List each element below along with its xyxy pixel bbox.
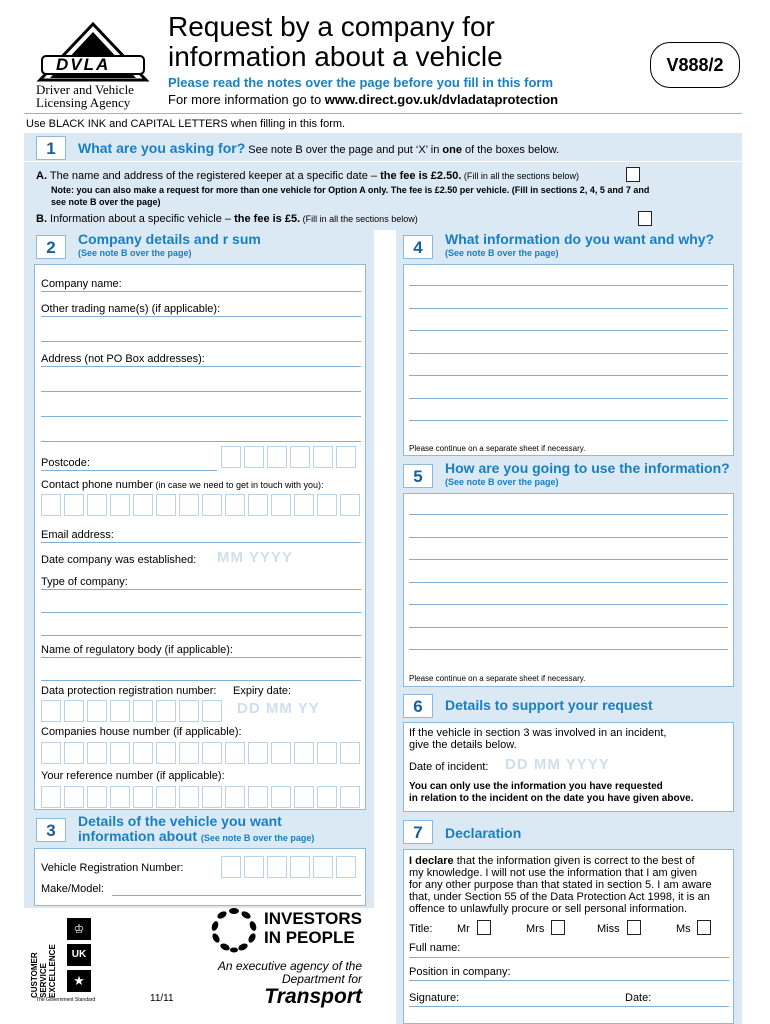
option-a-checkbox[interactable]: [626, 167, 640, 182]
char-box[interactable]: [244, 856, 264, 878]
char-box[interactable]: [248, 786, 268, 808]
position-label: Position in company:: [409, 966, 511, 978]
make-model-field[interactable]: [112, 895, 361, 896]
title-line-2: information about a vehicle: [168, 41, 503, 72]
option-b-prefix: B.: [36, 213, 47, 225]
date-label: Date:: [625, 992, 652, 1004]
section5-continue: Please continue on a separate sheet if necessary.: [409, 674, 586, 683]
char-box[interactable]: [41, 494, 61, 516]
section2-number: 2: [36, 235, 66, 259]
cse-line-2: SERVICE: [39, 963, 48, 998]
exec-line-2: Department for: [281, 972, 362, 986]
section1-note: See note B over the page and put ‘X’ in: [245, 144, 443, 156]
section7-number: 7: [403, 820, 433, 844]
char-box[interactable]: [87, 786, 107, 808]
logo-text: DVLA: [56, 55, 111, 74]
option-a-text: The name and address of the registered keeper at a specific date –: [47, 170, 381, 182]
char-box[interactable]: [267, 446, 287, 468]
char-box[interactable]: [41, 742, 61, 764]
section6-number: 6: [403, 694, 433, 718]
subtitle: Please read the notes over the page before you fill in this form: [168, 75, 554, 90]
char-box[interactable]: [87, 700, 107, 722]
text-line[interactable]: [409, 627, 728, 628]
char-box[interactable]: [248, 494, 268, 516]
text-line[interactable]: [409, 353, 728, 354]
section1-title: What are you asking for?: [78, 140, 246, 156]
declaration-line-2: my knowledge. I will not use the information that I am given: [409, 867, 697, 879]
option-a: [36, 170, 579, 182]
char-box[interactable]: [271, 742, 291, 764]
char-box[interactable]: [221, 856, 241, 878]
option-a-fill: (Fill in all the sections below): [461, 171, 579, 181]
type-label: Type of company:: [41, 576, 128, 588]
char-box[interactable]: [248, 742, 268, 764]
declaration-line-3: for any other purpose than that stated in section 5. I am aware: [409, 879, 712, 891]
section1-divider: [24, 161, 742, 162]
section6-warning: [409, 781, 694, 805]
regulatory-field-2[interactable]: [41, 680, 361, 681]
dp-registration-label: Data protection registration number:: [41, 685, 217, 697]
option-a-prefix: A.: [36, 170, 47, 182]
contact-phone-note: (in case we need to get in touch with you):: [152, 480, 324, 490]
agency-line-2: Licensing Agency: [36, 95, 131, 110]
char-box[interactable]: [290, 856, 310, 878]
text-line[interactable]: [409, 398, 728, 399]
text-line[interactable]: [409, 514, 728, 515]
section3-title: [78, 814, 314, 846]
email-label: Email address:: [41, 529, 114, 541]
transport-wordmark: Transport: [264, 985, 362, 1008]
cse-line-1: CUSTOMER: [30, 952, 39, 998]
section6-text: [409, 727, 666, 751]
full-name-field[interactable]: [409, 957, 729, 958]
char-box[interactable]: [336, 446, 356, 468]
regulatory-field-1[interactable]: [41, 657, 361, 658]
section4-number: 4: [403, 235, 433, 259]
other-trading-field[interactable]: [41, 316, 361, 317]
char-box[interactable]: [64, 494, 84, 516]
char-box[interactable]: [41, 700, 61, 722]
text-line[interactable]: [409, 308, 728, 309]
text-line[interactable]: [409, 375, 728, 376]
section4-note: (See note B over the page): [445, 248, 559, 258]
char-box[interactable]: [294, 494, 314, 516]
agency-name: [36, 83, 134, 109]
option-a-fee: the fee is £2.50.: [380, 170, 462, 182]
char-box[interactable]: [313, 856, 333, 878]
char-box[interactable]: [133, 742, 153, 764]
char-box[interactable]: [110, 700, 130, 722]
section7-title: Declaration: [445, 825, 522, 841]
text-line[interactable]: [409, 604, 728, 605]
address-line-4[interactable]: [41, 441, 361, 442]
char-box[interactable]: [179, 700, 199, 722]
text-line[interactable]: [409, 582, 728, 583]
header-rule: [24, 113, 742, 114]
declaration-bold: I declare: [409, 855, 454, 867]
full-name-label: Full name:: [409, 942, 461, 954]
contact-phone-label: [41, 479, 324, 491]
char-box[interactable]: [110, 494, 130, 516]
executive-agency-text: [200, 960, 362, 1008]
date-established-mask[interactable]: MM YYYY: [217, 549, 293, 566]
section3-title-line-1: Details of the vehicle you want: [78, 813, 282, 829]
version-number: 11/11: [150, 993, 174, 1004]
char-box[interactable]: [64, 786, 84, 808]
char-box[interactable]: [64, 700, 84, 722]
char-box[interactable]: [179, 494, 199, 516]
title-line-1: Request by a company for: [168, 11, 495, 42]
address-label: Address (not PO Box addresses):: [41, 353, 205, 365]
other-trading-label: Other trading name(s) (if applicable):: [41, 303, 221, 315]
section6-warning-line-1: You can only use the information you have requested: [409, 781, 663, 792]
mr-checkbox[interactable]: [477, 920, 491, 935]
char-box[interactable]: [294, 742, 314, 764]
dvla-logo: [34, 22, 152, 82]
mr-label: Mr: [457, 923, 470, 935]
char-box[interactable]: [156, 700, 176, 722]
customer-service-excellence-logo: [30, 918, 100, 1008]
option-b-text: Information about a specific vehicle –: [47, 213, 235, 225]
crown-icon: ♔: [67, 918, 91, 940]
company-name-field[interactable]: [41, 291, 361, 292]
char-box[interactable]: [110, 742, 130, 764]
section3-note: (See note B over the page): [200, 833, 315, 843]
char-box[interactable]: [340, 494, 360, 516]
option-b-fee: the fee is £5.: [234, 213, 301, 225]
section6-text-line-2: give the details below.: [409, 739, 517, 751]
exec-line-1: An executive agency of the: [217, 959, 362, 973]
char-box[interactable]: [156, 786, 176, 808]
signature-label: Signature:: [409, 992, 460, 1004]
declaration-line-5: offence to unlawfully procure or sell personal information.: [409, 903, 688, 915]
contact-phone-text: Contact phone number: [41, 479, 153, 491]
option-a-note-line-2: see note B over the page): [51, 197, 161, 207]
section6-text-line-1: If the vehicle in section 3 was involved in an incident,: [409, 727, 667, 739]
agency-line-1: Driver and Vehicle: [36, 82, 134, 97]
text-line[interactable]: [409, 559, 728, 560]
address-line-1[interactable]: [41, 366, 361, 367]
text-line[interactable]: [409, 330, 728, 331]
section4-title: What information do you want and why?: [445, 231, 715, 247]
char-box[interactable]: [271, 494, 291, 516]
char-box[interactable]: [202, 700, 222, 722]
text-line[interactable]: [409, 420, 728, 421]
type-field-3[interactable]: [41, 635, 361, 636]
char-box[interactable]: [179, 786, 199, 808]
section2-note: (See note B over the page): [78, 248, 192, 258]
char-box[interactable]: [244, 446, 264, 468]
char-box[interactable]: [87, 494, 107, 516]
vrn-label: Vehicle Registration Number:: [41, 862, 184, 874]
type-field-2[interactable]: [41, 612, 361, 613]
address-line-2[interactable]: [41, 391, 361, 392]
gov-standard: The Government Standard: [36, 997, 96, 1003]
regulatory-label: Name of regulatory body (if applicable):: [41, 644, 233, 656]
cse-line-3: EXCELLENCE: [48, 944, 57, 998]
char-box[interactable]: [340, 742, 360, 764]
expiry-label: Expiry date:: [233, 685, 292, 697]
iip-line-2: IN PEOPLE: [264, 928, 355, 947]
char-box[interactable]: [202, 742, 222, 764]
star-icon: ★: [67, 970, 91, 992]
make-model-label: Make/Model:: [41, 883, 104, 895]
section1-note-end: of the boxes below.: [461, 144, 560, 156]
section4-continue: Please continue on a separate sheet if necessary.: [409, 444, 586, 453]
ms-label: Ms: [676, 923, 691, 935]
char-box[interactable]: [317, 786, 337, 808]
section5-title: How are you going to use the information?: [445, 460, 730, 476]
ms-checkbox[interactable]: [697, 920, 711, 935]
miss-label: Miss: [597, 923, 620, 935]
iip-line-1: INVESTORS: [264, 909, 362, 928]
char-box[interactable]: [225, 786, 245, 808]
title-label: Title:: [409, 923, 433, 935]
char-box[interactable]: [290, 446, 310, 468]
char-box[interactable]: [133, 494, 153, 516]
text-line[interactable]: [409, 537, 728, 538]
page-title: [168, 12, 503, 72]
char-box[interactable]: [202, 786, 222, 808]
char-box[interactable]: [179, 742, 199, 764]
char-box[interactable]: [202, 494, 222, 516]
declaration-line-4: that, under Section 55 of the Data Protection Act 1998, it is an: [409, 891, 710, 903]
incident-date-label: Date of incident:: [409, 761, 489, 773]
email-field[interactable]: [41, 542, 361, 543]
section4-form-area: [403, 264, 734, 456]
mrs-checkbox[interactable]: [551, 920, 565, 935]
char-box[interactable]: [294, 786, 314, 808]
option-b-fill: (Fill in all the sections below): [300, 214, 418, 224]
form-code-badge: V888/2: [650, 42, 740, 88]
char-box[interactable]: [41, 786, 61, 808]
char-box[interactable]: [313, 446, 333, 468]
char-box[interactable]: [133, 700, 153, 722]
char-box[interactable]: [110, 786, 130, 808]
section5-note: (See note B over the page): [445, 477, 559, 487]
section2-title: Company details and r sum: [78, 231, 261, 247]
char-box[interactable]: [221, 446, 241, 468]
section6-warning-line-2: in relation to the incident on the date you have given above.: [409, 793, 694, 804]
char-box[interactable]: [156, 494, 176, 516]
char-box[interactable]: [225, 494, 245, 516]
section1-number: 1: [36, 136, 66, 160]
company-name-label: Company name:: [41, 278, 122, 290]
your-reference-label: Your reference number (if applicable):: [41, 770, 225, 782]
char-box[interactable]: [225, 742, 245, 764]
position-field[interactable]: [409, 980, 729, 981]
uk-badge: UK: [67, 944, 91, 966]
char-box[interactable]: [317, 494, 337, 516]
more-info-link[interactable]: www.direct.gov.uk/dvladataprotection: [324, 92, 559, 107]
section3-title-line-2: information about: [78, 828, 197, 844]
expiry-date-mask[interactable]: DD MM YY: [237, 700, 320, 717]
char-box[interactable]: [336, 856, 356, 878]
companies-house-label: Companies house number (if applicable):: [41, 726, 242, 738]
option-b: [36, 213, 418, 225]
char-box[interactable]: [267, 856, 287, 878]
address-line-3[interactable]: [41, 416, 361, 417]
incident-date-mask[interactable]: DD MM YYYY: [505, 756, 610, 773]
postcode-underline: [41, 470, 217, 471]
option-b-checkbox[interactable]: [638, 211, 652, 226]
declaration-line-1: that the information given is correct to the best of: [453, 855, 695, 867]
more-info: [168, 92, 558, 107]
investors-in-people-logo: [208, 905, 368, 955]
char-box[interactable]: [87, 742, 107, 764]
text-line[interactable]: [409, 285, 728, 286]
mrs-label: Mrs: [526, 923, 545, 935]
section3-number: 3: [36, 818, 66, 842]
char-box[interactable]: [317, 742, 337, 764]
option-a-note-line-1: Note: you can also make a request for more than one vehicle for Option A only. The fee is £2.50 per vehicle. (Fill in sections 2, 4, 5 and 7 and: [51, 185, 650, 195]
char-box[interactable]: [133, 786, 153, 808]
postcode-label: Postcode:: [41, 457, 90, 469]
section1-note-bold: one: [442, 144, 462, 156]
other-trading-field-2[interactable]: [41, 341, 361, 342]
section1-heading: [78, 140, 559, 158]
more-info-prefix: For more information go to: [168, 92, 325, 107]
signature-field[interactable]: [409, 1006, 729, 1007]
option-a-note: [51, 184, 649, 208]
section6-title: Details to support your request: [445, 697, 653, 713]
char-box[interactable]: [340, 786, 360, 808]
declaration-text: [409, 855, 712, 915]
text-line[interactable]: [409, 649, 728, 650]
miss-checkbox[interactable]: [627, 920, 641, 935]
laurel-icon: [208, 905, 260, 953]
instruction: Use BLACK INK and CAPITAL LETTERS when filling in this form.: [26, 118, 346, 130]
type-field-1[interactable]: [41, 589, 361, 590]
char-box[interactable]: [271, 786, 291, 808]
date-established-label: Date company was established:: [41, 554, 197, 566]
section5-number: 5: [403, 464, 433, 488]
section5-form-area: [403, 493, 734, 687]
char-box[interactable]: [156, 742, 176, 764]
char-box[interactable]: [64, 742, 84, 764]
